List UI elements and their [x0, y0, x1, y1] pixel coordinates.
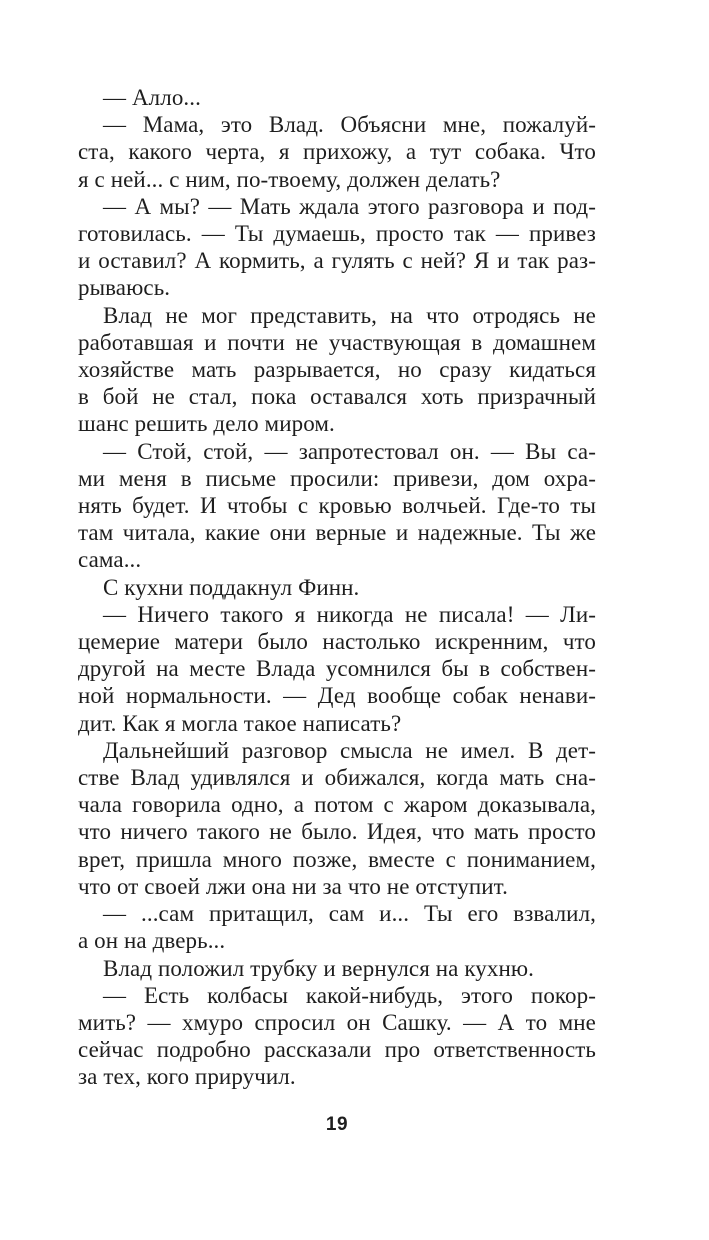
text-line: сейчас подробно рассказали про ответственность [78, 1037, 596, 1063]
paragraph [78, 302, 596, 438]
page-number: 19 [325, 1114, 349, 1135]
text-line: а он на дверь... [78, 928, 226, 954]
paragraph [78, 900, 596, 954]
text-line: — Есть колбасы какой-нибудь, этого покор- [103, 982, 596, 1008]
text-line: С кухни поддакнул Финн. [103, 574, 360, 600]
text-line: что от своей лжи она ни за что не отступит. [78, 873, 508, 899]
text-line: нять будет. И чтобы с кровью волчьей. Где-то ты [78, 493, 596, 519]
text-line: — ...сам притащил, сам и... Ты его взвалил, [103, 901, 596, 927]
text-line: ной нормальности. — Дед вообще собак ненави- [78, 683, 596, 709]
text-line: шанс решить дело миром. [78, 411, 335, 437]
text-line: дит. Как я могла такое написать? [78, 710, 402, 736]
text-line: в бой не стал, пока оставался хоть призрачный [78, 384, 596, 410]
paragraph [78, 601, 596, 737]
text-line: Влад положил трубку и вернулся на кухню. [103, 955, 535, 981]
text-line: что ничего такого не было. Идея, что мать просто [78, 819, 596, 845]
text-line: мить? — хмуро спросил он Сашку. — А то мне [78, 1009, 596, 1035]
text-line: — Стой, стой, — запротестовал он. — Вы са- [103, 438, 596, 464]
text-line: стве Влад удивлялся и обижался, когда мать сна- [78, 765, 596, 791]
text-line: хозяйстве мать разрывается, но сразу кидаться [78, 357, 596, 383]
text-line: готовилась. — Ты думаешь, просто так — привез [78, 221, 596, 247]
text-line: Дальнейший разговор смысла не имел. В дет- [103, 737, 596, 763]
text-line: — Ничего такого я никогда не писала! — Ли- [103, 601, 596, 627]
text-line: чала говорила одно, а потом с жаром доказывала, [78, 792, 596, 818]
text-line: ми меня в письме просили: привези, дом охра- [78, 465, 596, 491]
paragraph [78, 193, 596, 302]
text-line: сама... [78, 547, 142, 573]
text-line: другой на месте Влада усомнился бы в собствен- [78, 656, 596, 682]
text-line: работавшая и почти не участвующая в домашнем [78, 329, 596, 355]
text-line: за тех, кого приручил. [78, 1064, 296, 1090]
text-line: — Алло... [103, 85, 201, 110]
text-line: и оставил? А кормить, а гулять с ней? Я и так раз- [78, 248, 596, 274]
text-line: там читала, какие они верные и надежные. Ты же [78, 520, 596, 546]
paragraph [78, 982, 596, 1091]
text-line: я с ней... с ним, по-твоему, должен делать? [78, 166, 501, 192]
text-line: ста, какого черта, я прихожу, а тут собака. Что [78, 139, 596, 165]
text-line: — Мама, это Влад. Объясни мне, пожалуй- [103, 112, 596, 138]
text-line: Влад не мог представить, на что отродясь не [103, 302, 596, 328]
paragraph [78, 438, 596, 574]
paragraph [78, 737, 596, 900]
paragraph [78, 955, 596, 982]
text-line: рываюсь. [78, 275, 171, 301]
text-line: цемерие матери было настолько искренним, что [78, 629, 596, 655]
text-block [78, 84, 596, 1091]
paragraph [78, 111, 596, 193]
paragraph [78, 84, 596, 111]
paragraph [78, 574, 596, 601]
text-line: — А мы? — Мать ждала этого разговора и под- [103, 193, 596, 219]
text-line: врет, пришла много позже, вместе с пониманием, [78, 846, 596, 872]
